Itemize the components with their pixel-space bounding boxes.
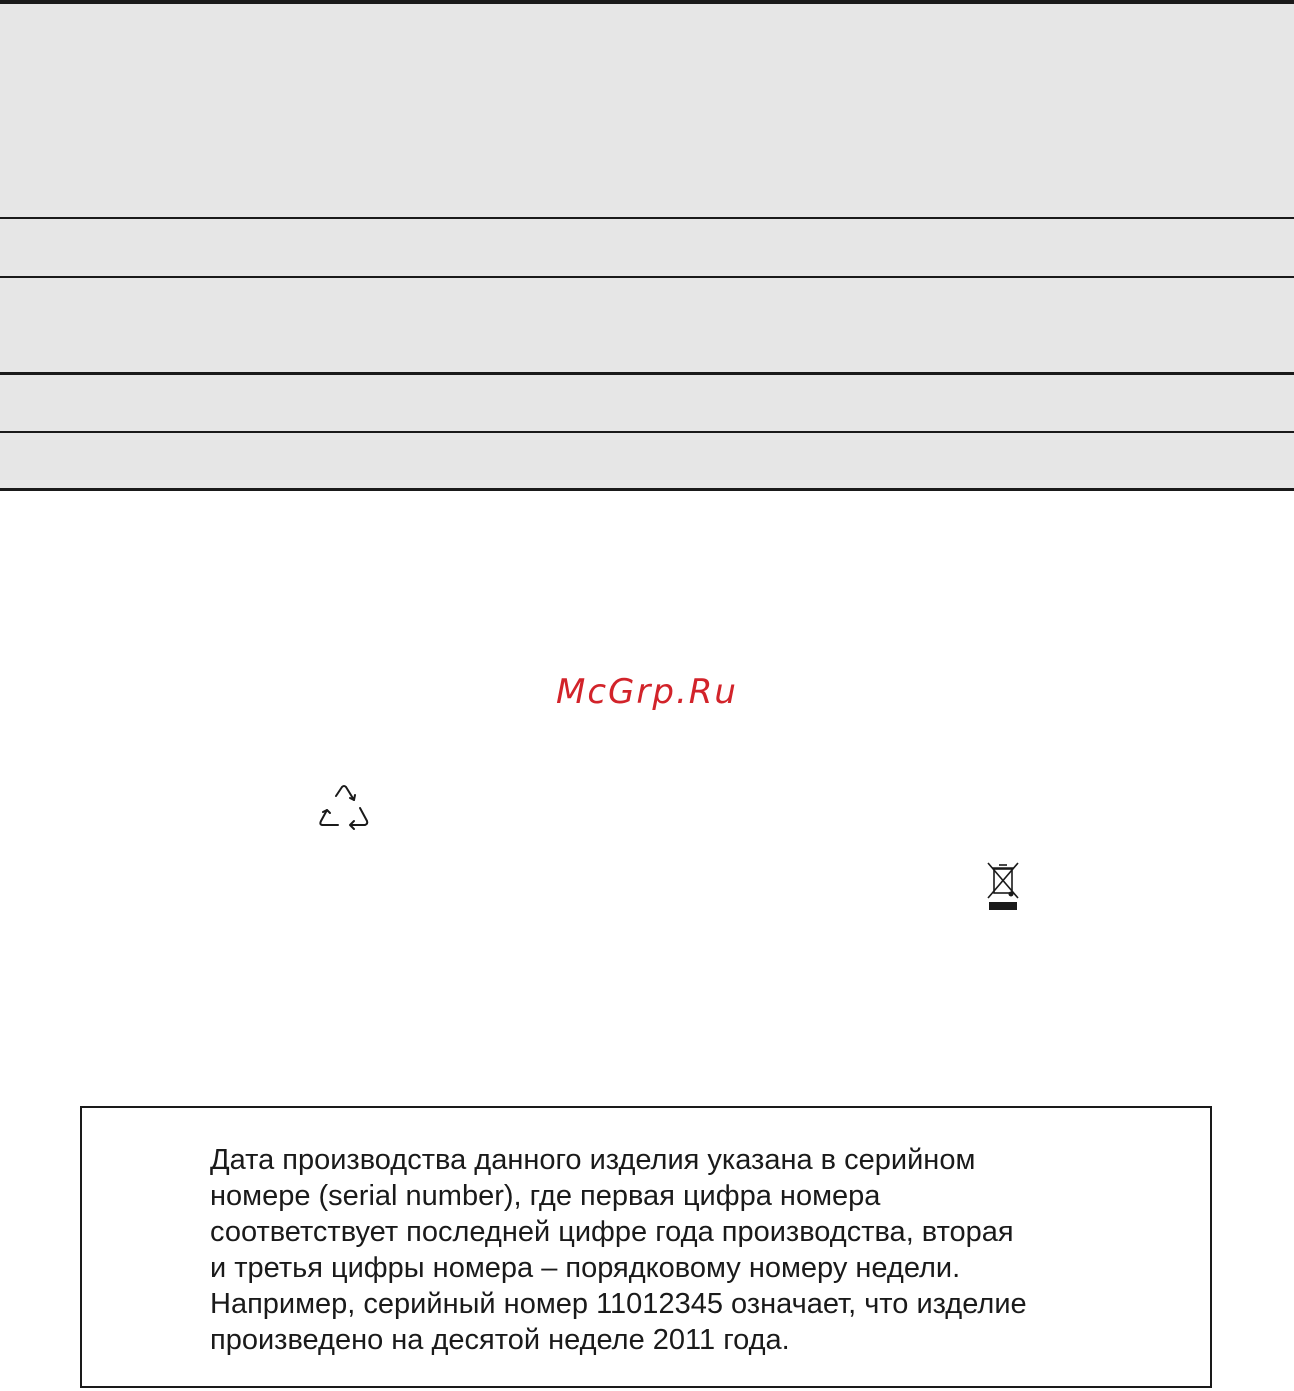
notice-text: Дата производства данного изделия указана в серийном номере (serial number), где первая цифра номера соответствует последней цифре года производства, вторая и третья цифры номера – порядковому номеру недели. Например, серийный номер 11012345 означает, что изделие произведено на десятой неделе 2011 года. [210, 1144, 1027, 1356]
crossed-out-bin-icon [984, 860, 1022, 912]
table-bottom-rule [0, 488, 1294, 491]
table-row [0, 433, 1294, 488]
manufacture-date-notice [80, 1106, 1212, 1388]
recycle-icon [316, 784, 370, 838]
table-row [0, 4, 1294, 217]
table-row [0, 278, 1294, 372]
watermark-logo: McGrp.Ru [556, 672, 738, 712]
table-row [0, 375, 1294, 431]
table-row [0, 219, 1294, 276]
